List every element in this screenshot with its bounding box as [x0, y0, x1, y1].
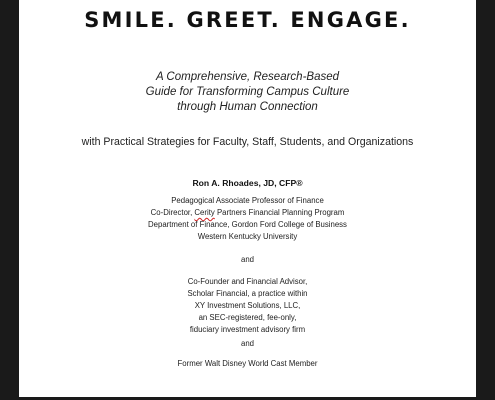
cerity-rest: Partners Financial Planning Program [214, 208, 345, 217]
and-separator-2: and [240, 339, 254, 348]
author-name: Ron A. Rhoades, JD, CFP® [192, 178, 303, 188]
and-separator-1: and [240, 255, 254, 264]
subtitle-line-1: A Comprehensive, Research-Based [155, 71, 340, 83]
document-page [19, 0, 476, 397]
device-frame-right [476, 0, 495, 400]
second-role-line-2: Scholar Financial, a practice within [187, 289, 308, 298]
document-tagline: with Practical Strategies for Faculty, Staff, Students, and Organizations [81, 136, 414, 148]
affiliation-line-2 [19, 207, 476, 220]
second-role-line-5: fiduciary investment advisory firm [189, 325, 306, 334]
document-title: SMILE. GREET. ENGAGE. [84, 8, 411, 32]
affiliation-line-4: Western Kentucky University [197, 232, 298, 241]
affiliation-line-1: Pedagogical Associate Professor of Finance [171, 196, 324, 205]
subtitle-line-3: through Human Connection [177, 101, 318, 113]
cerity-word: Cerity [194, 208, 215, 217]
second-role-line-3: XY Investment Solutions, LLC, [194, 301, 301, 310]
affiliation-line-3: Department of Finance, Gordon Ford College of Business [148, 220, 347, 229]
codirector-prefix: Co-Director, [150, 208, 195, 217]
second-role-line-4: an SEC-registered, fee-only, [198, 313, 297, 322]
device-frame-left [0, 0, 19, 400]
third-role: Former Walt Disney World Cast Member [177, 359, 318, 368]
second-role-line-1: Co-Founder and Financial Advisor, [187, 277, 308, 286]
subtitle-line-2: Guide for Transforming Campus Culture [145, 86, 350, 98]
